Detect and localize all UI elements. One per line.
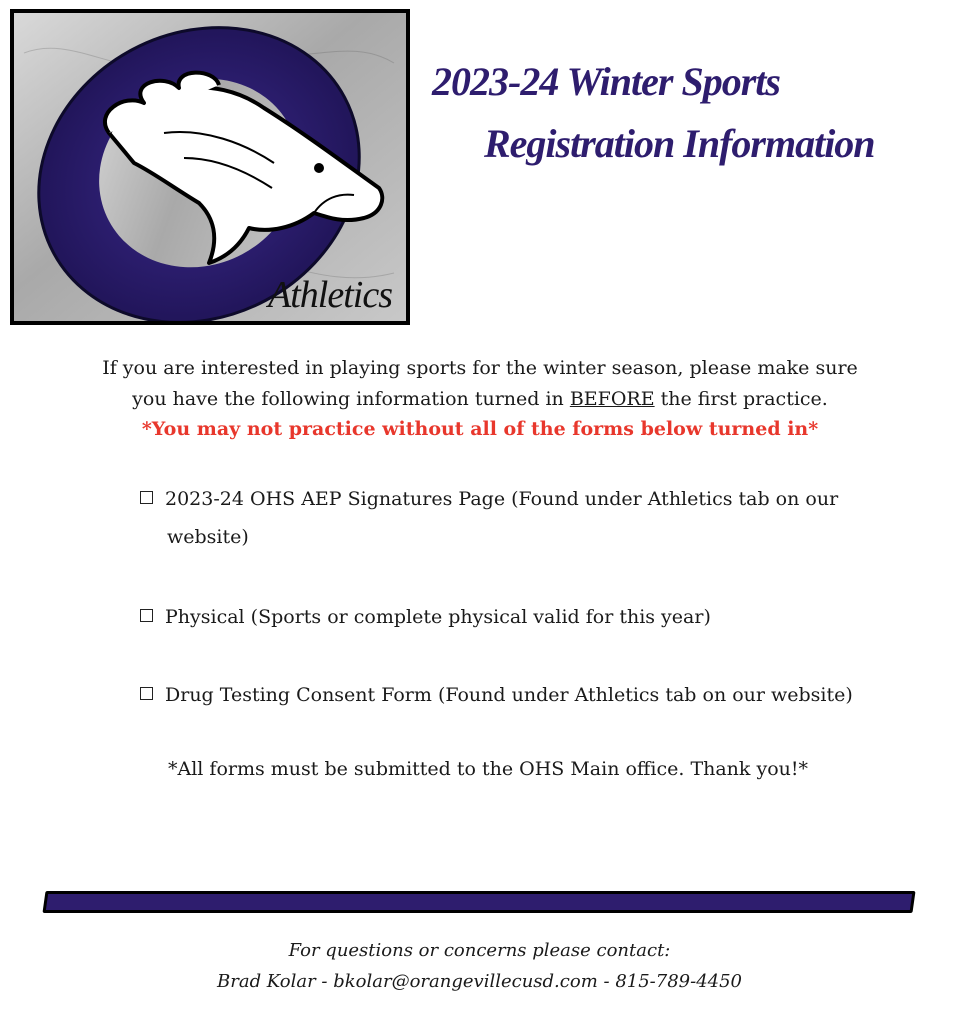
contact-sep: - <box>597 971 616 992</box>
checkbox-icon[interactable] <box>140 687 153 700</box>
intro-line2-post: the first practice. <box>654 388 828 410</box>
contact-email-link[interactable]: bkolar@orangevillecusd.com <box>333 971 598 992</box>
checkbox-icon[interactable] <box>140 491 153 504</box>
intro-line2-pre: you have the following information turned in <box>132 388 570 410</box>
intro-line1: If you are interested in playing sports for the winter season, please make sure <box>102 357 858 379</box>
contact-phone: 815-789-4450 <box>615 971 742 992</box>
checklist-item-text-cont: website) <box>167 526 249 548</box>
checklist-item-physical <box>140 598 711 636</box>
checklist-item-text: Physical (Sports or complete physical valid for this year) <box>165 606 711 628</box>
intro-line2 <box>60 384 900 415</box>
athletics-logo <box>10 9 410 325</box>
intro-before-emphasis: BEFORE <box>569 388 655 410</box>
contact-heading: For questions or concerns please contact: <box>288 940 671 961</box>
checklist-item-text: 2023-24 OHS AEP Signatures Page (Found under Athletics tab on our <box>165 488 839 510</box>
warning-text: *You may not practice without all of the forms below turned in* <box>141 418 819 440</box>
page-title-line1: 2023-24 Winter Sports <box>432 59 780 104</box>
checkbox-icon[interactable] <box>140 609 153 622</box>
contact-sep: - <box>315 971 334 992</box>
checklist-item-text: Drug Testing Consent Form (Found under Athletics tab on our website) <box>165 684 853 706</box>
checklist-item-aep <box>140 480 838 556</box>
contact-line <box>0 971 959 992</box>
page-title-line2: Registration Information <box>484 121 875 166</box>
logo-athletics-text: Athletics <box>268 274 392 316</box>
purple-divider-bar <box>42 891 915 913</box>
submission-note: *All forms must be submitted to the OHS Main office. Thank you!* <box>168 758 809 780</box>
checklist-item-drug-testing <box>140 676 853 714</box>
contact-name: Brad Kolar <box>217 971 316 992</box>
